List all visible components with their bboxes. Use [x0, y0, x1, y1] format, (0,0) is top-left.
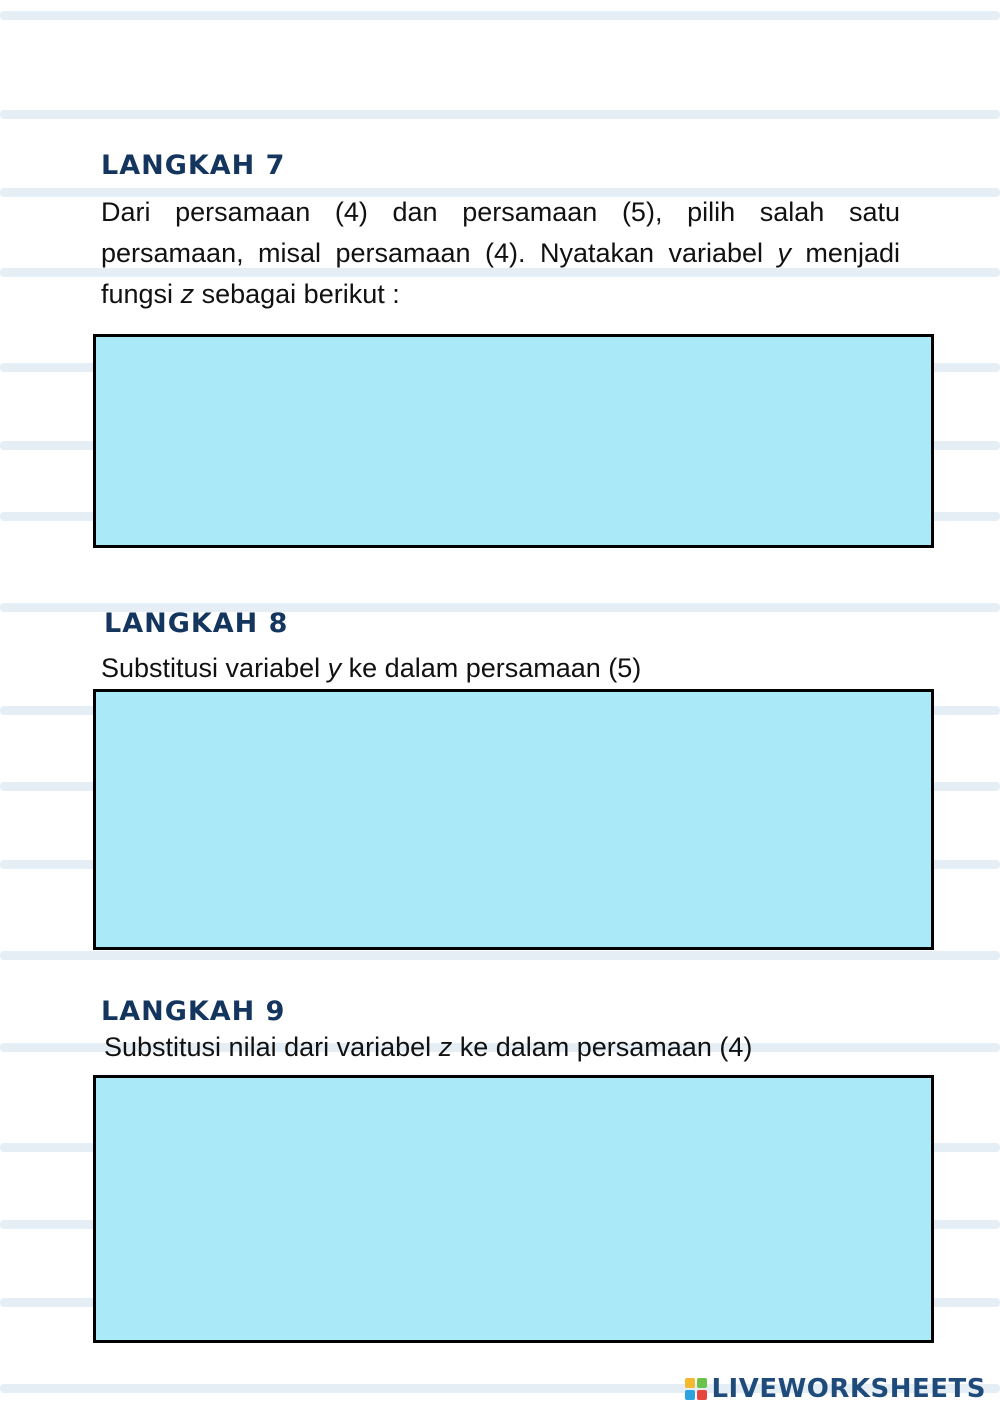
step-8-answer-box[interactable] [93, 689, 934, 950]
step-8-instruction: Substitusi variabel y ke dalam persamaan (5) [101, 653, 642, 683]
liveworksheets-logo-icon [685, 1378, 707, 1400]
step-7-heading: LANGKAH 7 [101, 150, 286, 181]
step-9-answer-box[interactable] [93, 1075, 934, 1343]
liveworksheets-brand [685, 1374, 986, 1404]
brand-name: LIVEWORKSHEETS [711, 1374, 986, 1404]
step-9-heading: LANGKAH 9 [101, 996, 286, 1027]
step-8-heading: LANGKAH 8 [104, 608, 289, 639]
step-9-instruction: Substitusi nilai dari variabel z ke dalam persamaan (4) [104, 1032, 753, 1062]
variable-y: y [327, 653, 342, 683]
step-7-answer-box[interactable] [93, 334, 934, 548]
variable-z: z [438, 1032, 453, 1062]
variable-z: z [180, 279, 195, 309]
variable-y: y [777, 238, 791, 268]
step-7-instruction: Dari persamaan (4) dan persamaan (5), pilih salah satu persamaan, misal persamaan (4). Nyatakan variabel y menjadi fungsi z sebagai berikut : [101, 197, 900, 309]
